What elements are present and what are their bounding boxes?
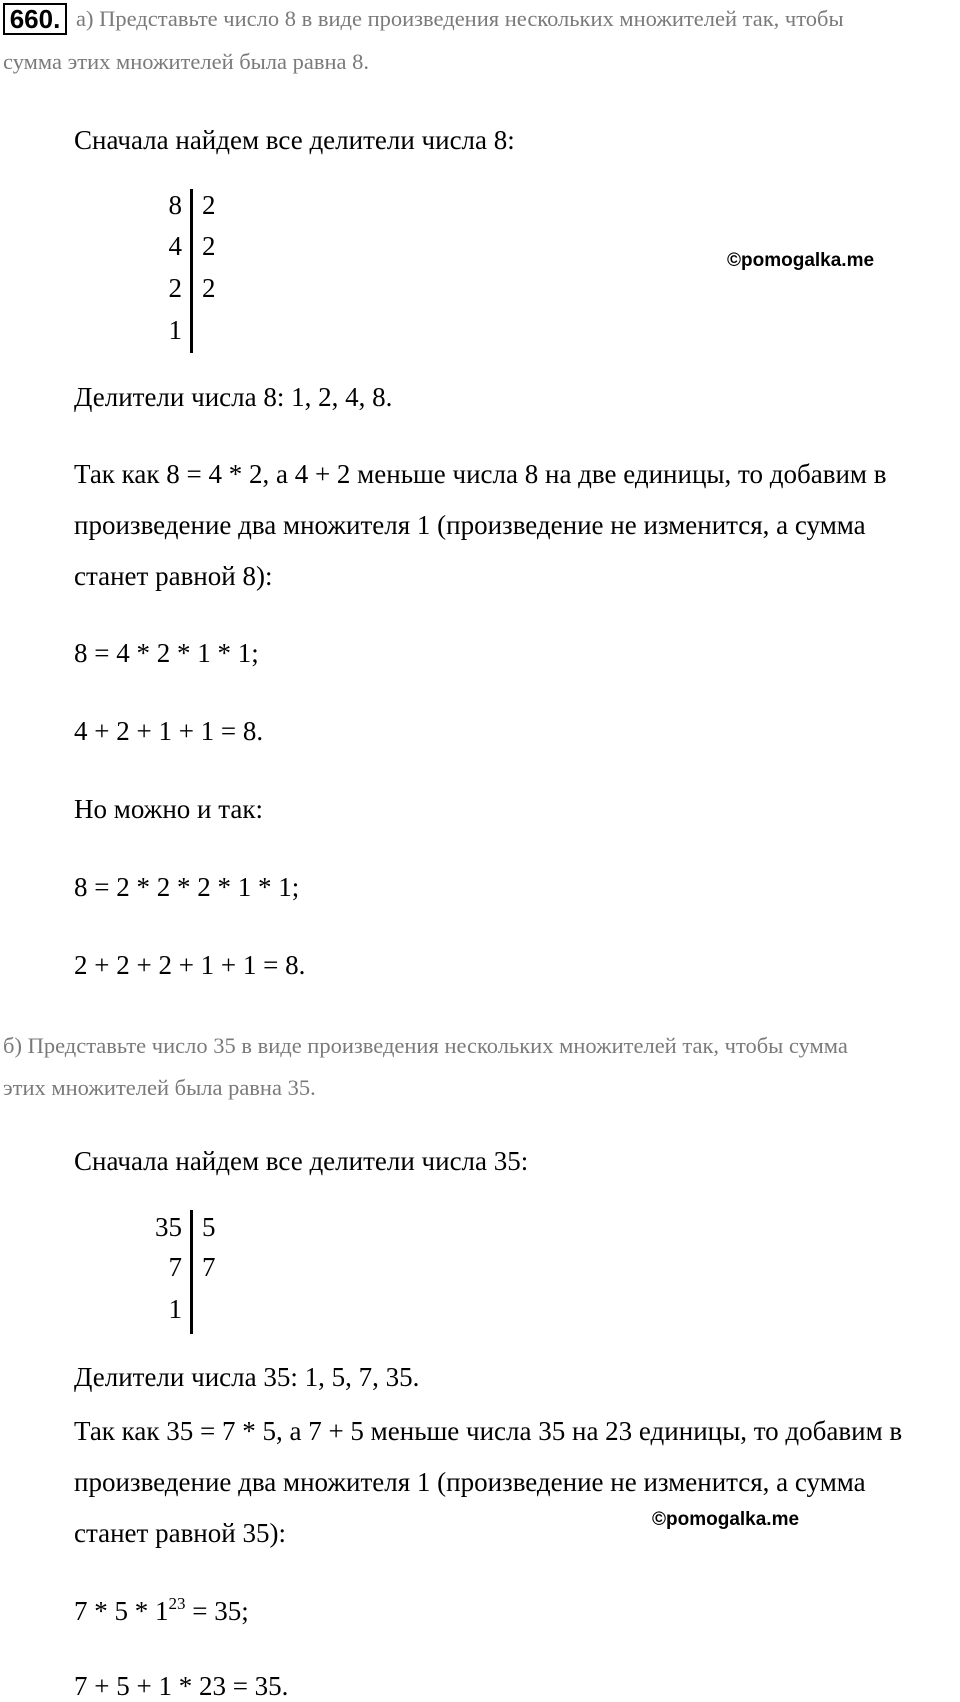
solution-b-divisors: Делители числа 35: 1, 5, 7, 35. [74,1362,420,1392]
solution-b-intro: Сначала найдем все делители числа 35: [74,1146,529,1176]
watermark: ©pomogalka.me [652,1509,800,1530]
factorization-divider [190,1210,193,1334]
solution-a-explain-2: произведение два множителя 1 (произведение не изменится, а сумма [74,510,866,540]
divisor: 5 [202,1212,216,1242]
problem-number: 660. [3,3,67,35]
dividend: 4 [168,231,182,261]
task-a-line2: сумма этих множителей была равна 8. [3,49,370,74]
solution-a-explain-1: Так как 8 = 4 * 2, а 4 + 2 меньше числа 8 на две единицы, то добавим в [74,459,887,489]
factorization-divider [190,189,193,353]
dividend: 1 [168,1294,182,1324]
solution-a-eq-4: 2 + 2 + 2 + 1 + 1 = 8. [74,950,306,980]
task-b-line2: этих множителей была равна 35. [3,1075,316,1100]
solution-a-eq-1: 8 = 4 * 2 * 1 * 1; [74,638,259,668]
eq-exponent: 23 [168,1594,186,1613]
dividend: 35 [155,1212,182,1242]
solution-a-eq-2: 4 + 2 + 1 + 1 = 8. [74,716,264,746]
dividend: 8 [168,190,182,220]
divisor: 2 [202,190,216,220]
eq-tail: = 35; [185,1596,249,1626]
solution-b-explain-3: станет равной 35): [74,1518,286,1548]
solution-b-explain-2: произведение два множителя 1 (произведение не изменится, а сумма [74,1467,866,1497]
watermark: ©pomogalka.me [727,250,875,271]
dividend: 1 [168,315,182,345]
solution-b-eq-2: 7 + 5 + 1 * 23 = 35. [74,1671,289,1701]
dividend: 2 [168,273,182,303]
divisor: 7 [202,1252,216,1282]
task-a-line1: а) Представьте число 8 в виде произведения нескольких множителей так, чтобы [76,6,844,31]
divisor: 2 [202,231,216,261]
solution-a-eq-3: 8 = 2 * 2 * 2 * 1 * 1; [74,872,300,902]
solution-b-eq-1 [74,1596,249,1627]
eq-base: 7 * 5 * 1 [74,1596,169,1626]
solution-a-intro: Сначала найдем все делители числа 8: [74,125,515,155]
solution-a-divisors: Делители числа 8: 1, 2, 4, 8. [74,382,393,412]
solution-b-explain-1: Так как 35 = 7 * 5, а 7 + 5 меньше числа 35 на 23 единицы, то добавим в [74,1416,903,1446]
divisor: 2 [202,273,216,303]
task-b-line1: б) Представьте число 35 в виде произведения нескольких множителей так, чтобы сумма [3,1033,848,1058]
solution-a-explain-3: станет равной 8): [74,561,273,591]
dividend: 7 [168,1252,182,1282]
solution-a-alt: Но можно и так: [74,794,263,824]
